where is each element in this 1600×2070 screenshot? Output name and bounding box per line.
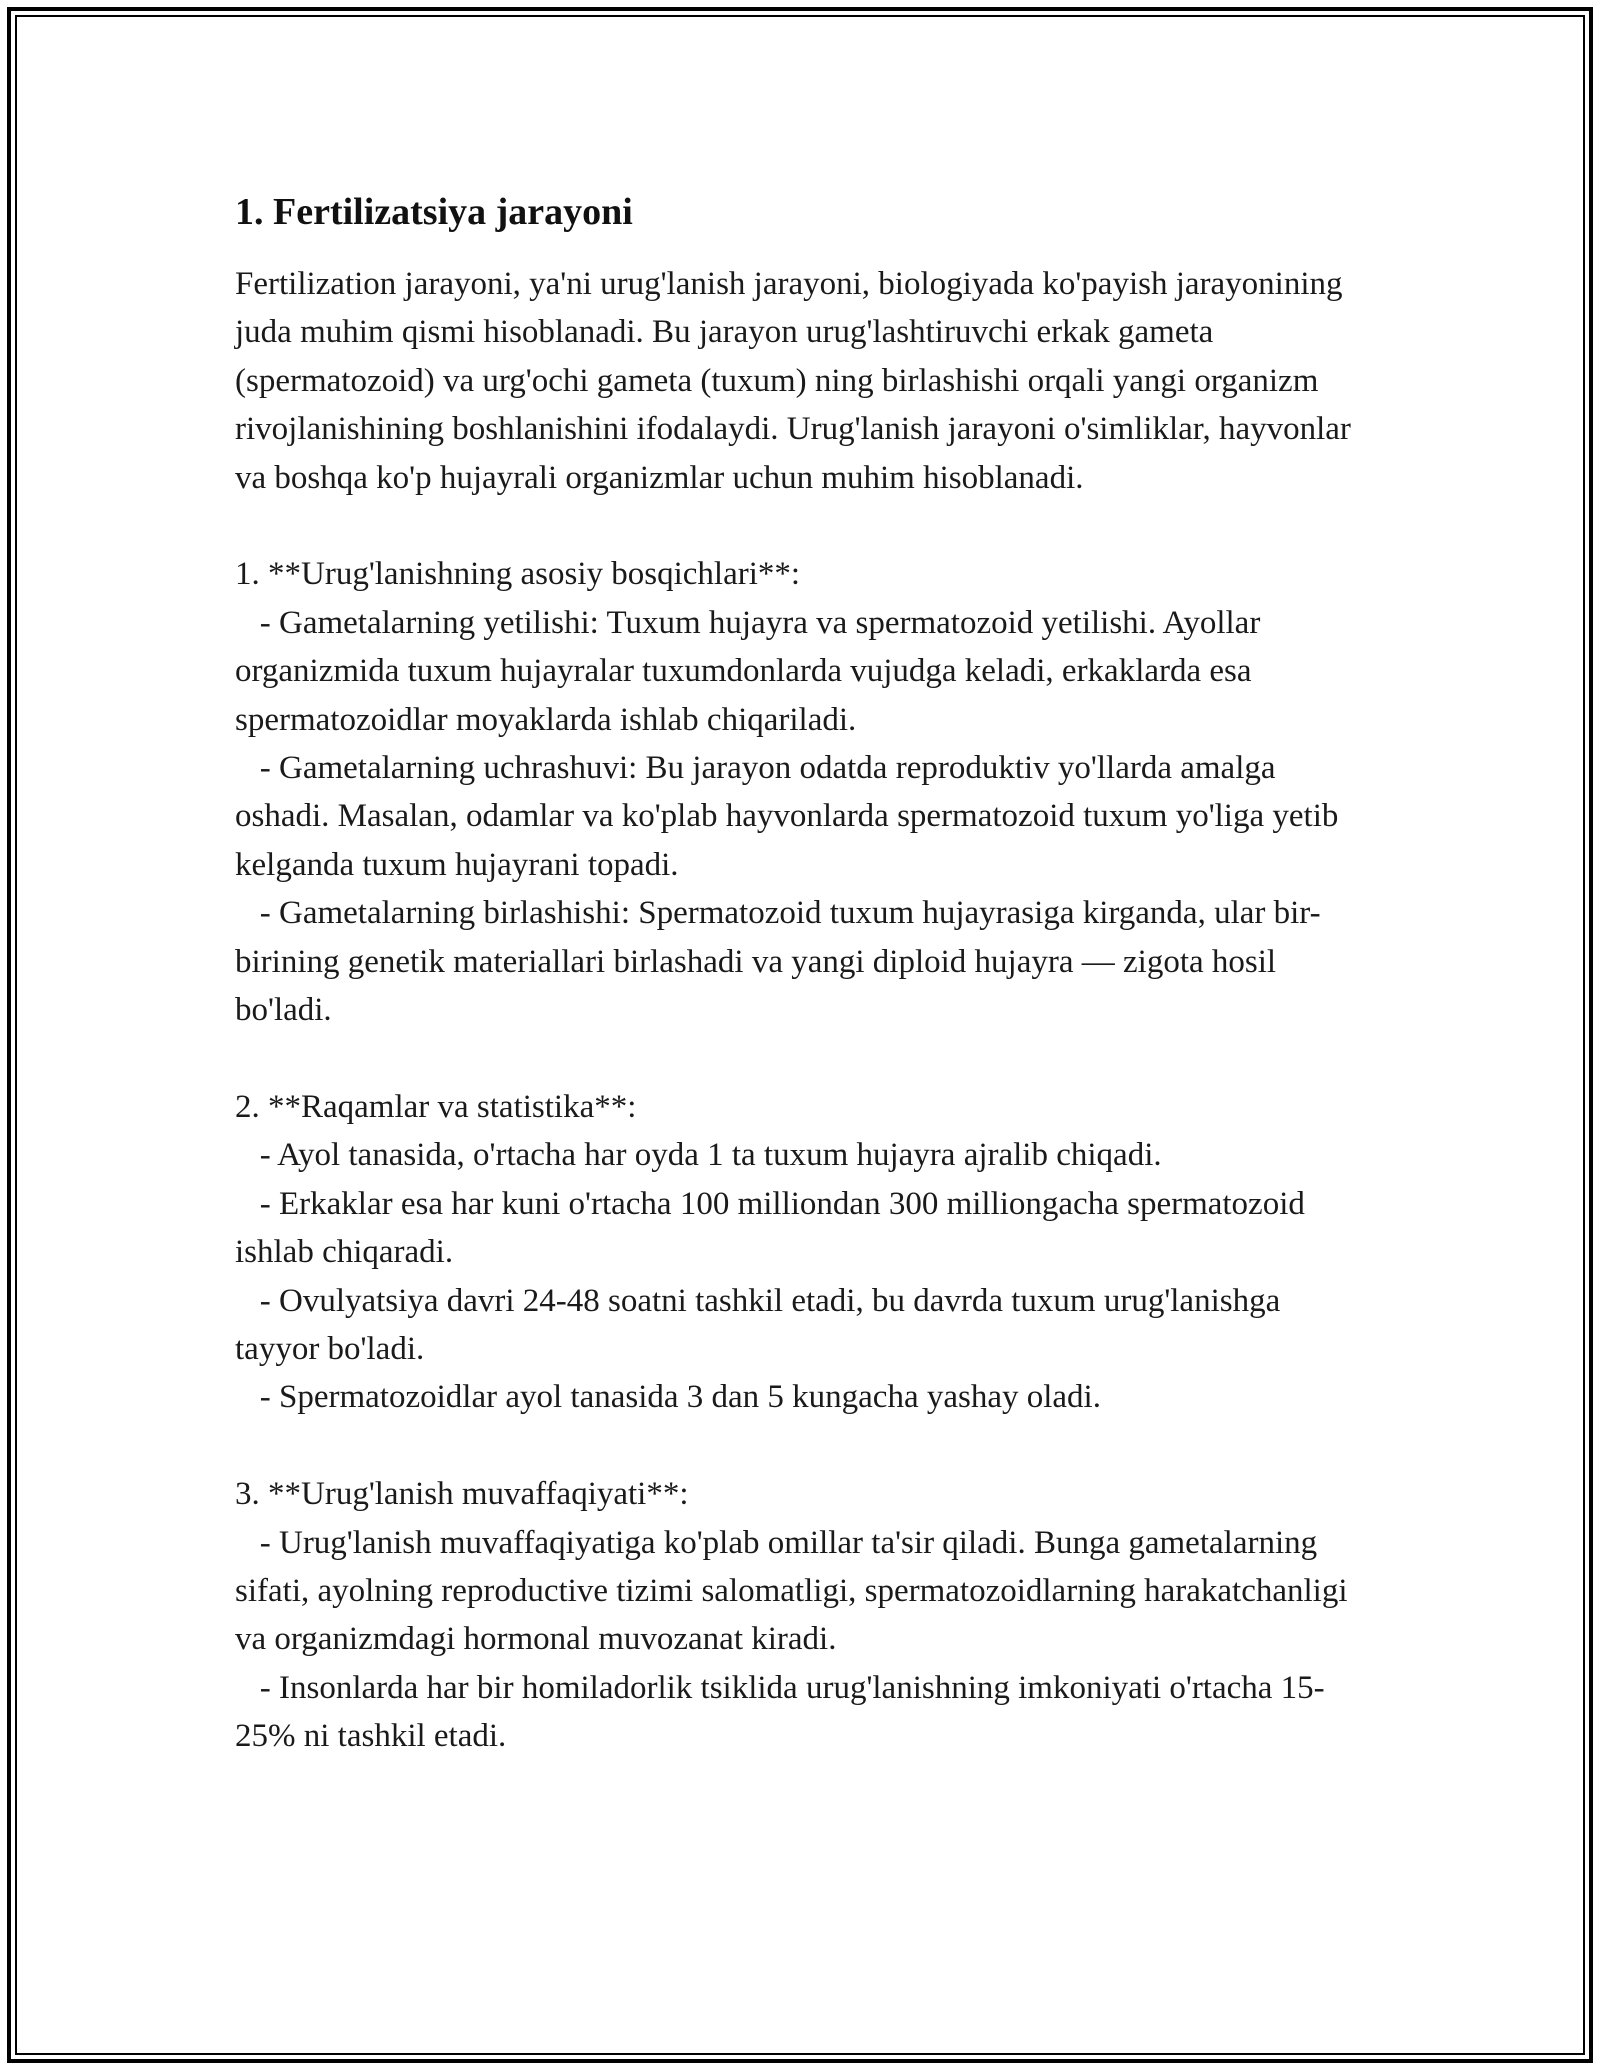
document-body-text: Fertilization jarayoni, ya'ni urug'lanish jarayoni, biologiyada ko'payish jarayonining juda muhim qismi hisoblanadi. Bu jarayon urug'lashtiruvchi erkak gameta (spermatozoid) va urg'ochi gameta (tuxum) ning birlashishi orqali yangi organizm rivojlanishining boshlanishini ifodalaydi. Urug'lanish jarayoni o'simliklar, hayvonlar va boshqa ko'p hujayrali organizmlar uchun muhim hisoblanadi. 1. **Urug'lanishning asosiy bosqichlari**: - Gametalarning yetilishi: Tuxum hujayra va spermatozoid yetilishi. Ayollar organizmida tuxum hujayralar tuxumdonlarda vujudga keladi, erkaklarda esa spermatozoidlar moyaklarda ishlab chiqariladi. - Gametalarning uchrashuvi: Bu jarayon odatda reproduktiv yo'llarda amalga oshadi. Masalan, odamlar va ko'plab hayvonlarda spermatozoid tuxum yo'liga yetib kelganda tuxum hujayrani topadi. - Gametalarning birlashishi: Spermatozoid tuxum hujayrasiga kirganda, ular bir-birining genetik materiallari birlashadi va yangi diploid hujayra — zigota hosil bo'ladi. 2. **Raqamlar va statistika**: - Ayol tanasida, o'rtacha har oyda 1 ta tuxum hujayra ajralib chiqadi. - Erkaklar esa har kuni o'rtacha 100 milliondan 300 milliongacha spermatozoid ishlab chiqaradi. - Ovulyatsiya davri 24-48 soatni tashkil etadi, bu davrda tuxum urug'lanishga tayyor bo'ladi. - Spermatozoidlar ayol tanasida 3 dan 5 kungacha yashay oladi. 3. **Urug'lanish muvaffaqiyati**: - Urug'lanish muvaffaqiyatiga ko'plab omillar ta'sir qiladi. Bunga gametalarning sifati, ayolning reproductive tizimi salomatligi, spermatozoidlarning harakatchanligi va organizmdagi hormonal muvozanat kiradi. - Insonlarda har bir homiladorlik tsiklida urug'lanishning imkoniyati o'rtacha 15-25% ni tashkil etadi.: [235, 266, 1351, 1755]
document-content: [235, 180, 1365, 1761]
document-title: 1. Fertilizatsiya jarayoni: [235, 191, 633, 233]
